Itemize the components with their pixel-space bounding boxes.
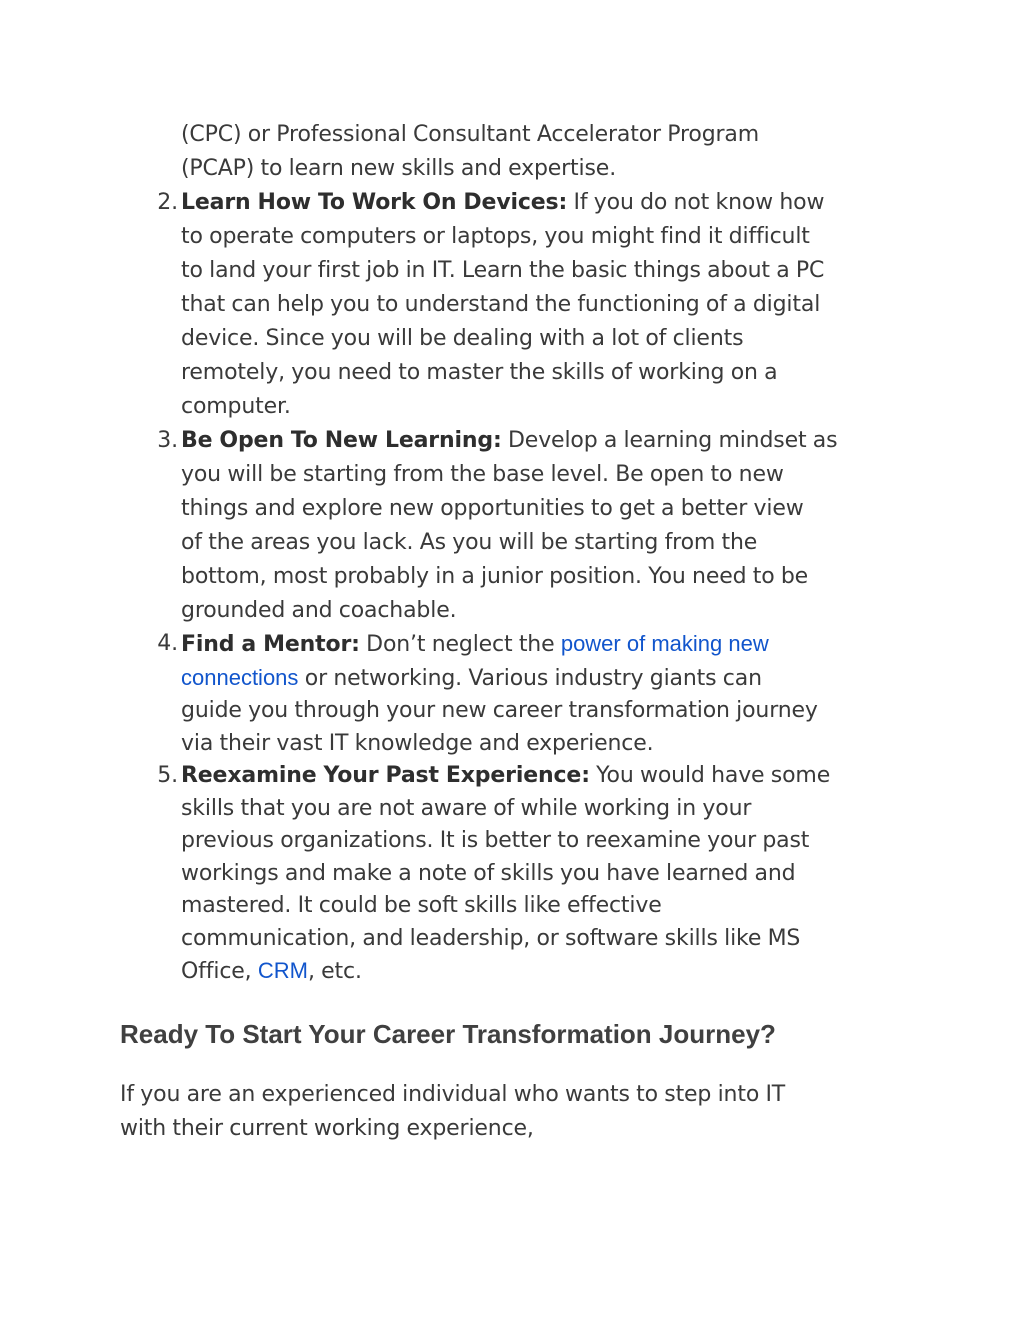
item-line: device. Since you will be dealing with a lot of clients — [181, 326, 744, 351]
item-title: Be Open To New Learning: — [181, 428, 502, 453]
item-line — [181, 760, 920, 793]
item-line — [181, 424, 920, 458]
item-line — [181, 662, 920, 696]
continuation-line-1: (CPC) or Professional Consultant Accelerator Program — [181, 122, 760, 147]
item-line: communication, and leadership, or software skills like MS — [181, 925, 801, 951]
item-text: or networking. Various industry giants can — [298, 665, 762, 691]
item-text: , etc. — [307, 959, 362, 984]
item-title: Find a Mentor: — [181, 632, 360, 657]
continuation-line-2: (PCAP) to learn new skills and expertise. — [181, 156, 617, 181]
list-item-open-to-learning — [120, 424, 920, 628]
item-text: Don’t neglect the — [359, 632, 561, 657]
numbered-tips-list — [120, 118, 920, 989]
item-line: that can help you to understand the functioning of a digital — [181, 292, 821, 317]
item-line: mastered. It could be soft skills like effective — [181, 893, 662, 918]
item-line: you will be starting from the base level. Be open to new — [181, 462, 784, 487]
item-line: guide you through your new career transformation journey — [181, 698, 818, 723]
section-paragraph — [120, 1078, 920, 1146]
item-title: Reexamine Your Past Experience: — [181, 763, 590, 788]
item-line: skills that you are not aware of while working in your — [181, 795, 752, 821]
list-number: 3. — [157, 428, 178, 453]
item-line: to land your first job in IT. Learn the basic things about a PC — [181, 258, 825, 283]
item-line: to operate computers or laptops, you might find it difficult — [181, 224, 810, 249]
paragraph-line: If you are an experienced individual who wants to step into IT — [120, 1082, 786, 1107]
item-line: via their vast IT knowledge and experience. — [181, 730, 654, 756]
crm-link[interactable]: CRM — [257, 958, 308, 983]
list-number: 4. — [157, 631, 178, 656]
item-line: grounded and coachable. — [181, 598, 457, 623]
paragraph-line: with their current working experience, — [120, 1116, 534, 1141]
item-text: Office, — [181, 959, 258, 984]
item-line — [181, 628, 920, 662]
item-line: things and explore new opportunities to get a better view — [181, 496, 804, 521]
item-text: If you do not know how — [567, 190, 825, 215]
list-item-find-mentor — [120, 628, 920, 760]
list-item-continuation — [120, 118, 920, 186]
item-text: Develop a learning mindset as — [501, 428, 838, 453]
connections-link[interactable]: power of making new — [560, 631, 769, 656]
list-number: 2. — [157, 190, 178, 215]
item-line: workings and make a note of skills you have learned and — [181, 860, 796, 886]
item-line: of the areas you lack. As you will be starting from the — [181, 530, 758, 555]
item-line: computer. — [181, 394, 291, 419]
item-line: bottom, most probably in a junior position. You need to be — [181, 564, 809, 589]
item-line — [181, 955, 920, 989]
item-line: previous organizations. It is better to reexamine your past — [181, 828, 810, 853]
list-item-work-on-devices — [120, 186, 920, 424]
item-text: You would have some — [589, 763, 831, 788]
list-number: 5. — [157, 763, 178, 788]
connections-link-continued[interactable]: connections — [181, 664, 299, 690]
list-item-past-experience — [120, 760, 920, 989]
item-line — [181, 186, 920, 220]
item-line: remotely, you need to master the skills of working on a — [181, 360, 778, 385]
item-title: Learn How To Work On Devices: — [181, 190, 568, 215]
section-heading: Ready To Start Your Career Transformation Journey? — [120, 1019, 776, 1049]
